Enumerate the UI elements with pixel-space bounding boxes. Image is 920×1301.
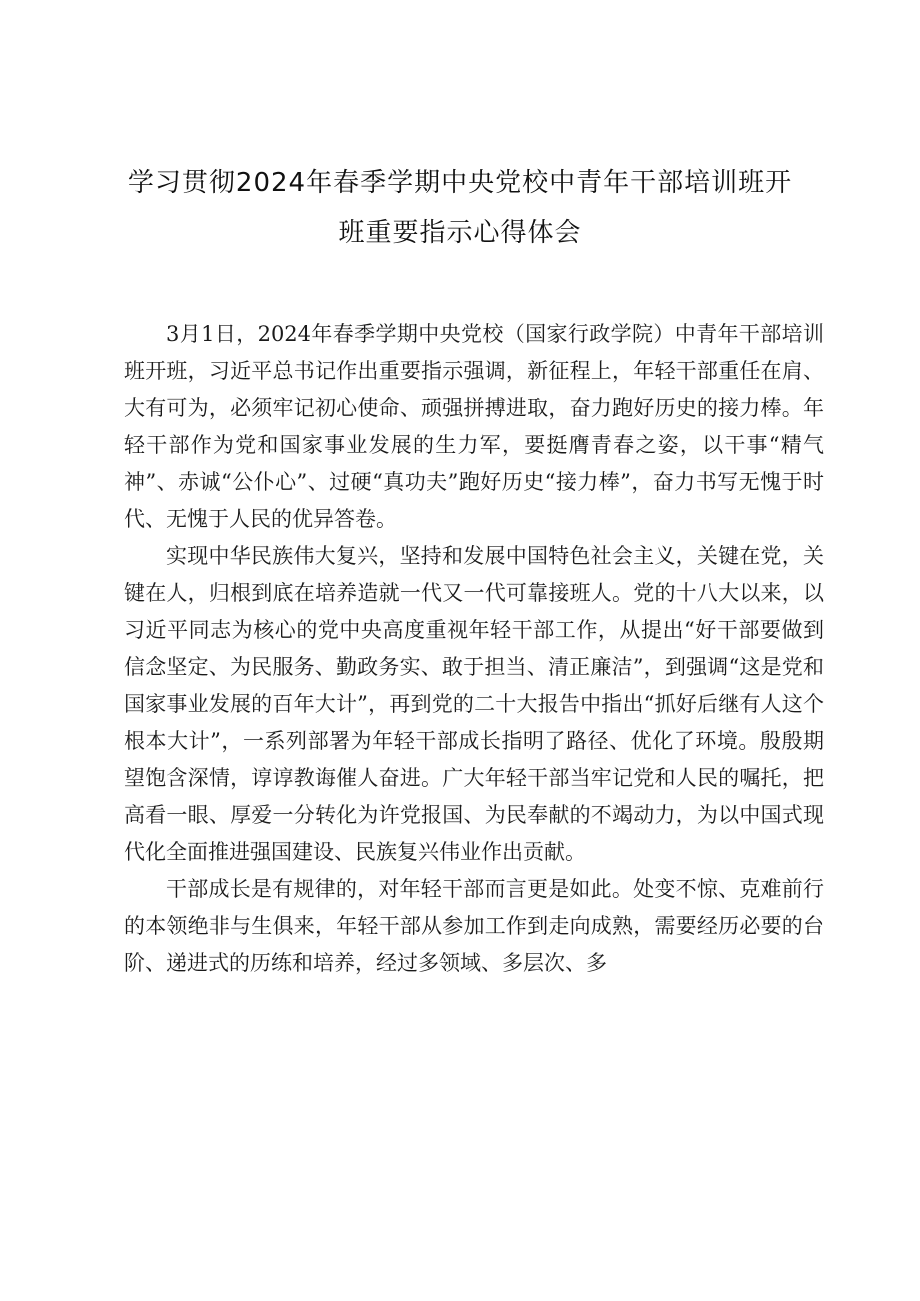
document-title bbox=[110, 158, 810, 258]
title-line-2: 班重要指示心得体会 bbox=[338, 218, 582, 248]
paragraph-1: 3月1日，2024年春季学期中央党校（国家行政学院）中青年干部培训班开班，习近平总书记作出重要指示强调，新征程上，年轻干部重任在肩、大有可为，必须牢记初心使命、顽强拼搏进取，奋力跑好历史的接力棒。年轻干部作为党和国家事业发展的生力军，要挺膺青春之姿，以干事“精气神”、赤诚“公仆心”、过硬“真功夫”跑好历史“接力棒”，奋力书写无愧于时代、无愧于人民的优异答卷。 bbox=[124, 322, 824, 531]
document-body bbox=[124, 316, 824, 982]
title-line-1: 学习贯彻2024年春季学期中央党校中青年干部培训班开 bbox=[127, 168, 793, 198]
paragraph-3: 干部成长是有规律的，对年轻干部而言更是如此。处变不惊、克难前行的本领绝非与生俱来，年轻干部从参加工作到走向成熟，需要经历必要的台阶、递进式的历练和培养，经过多领域、多层次、多 bbox=[124, 877, 824, 975]
paragraph-2: 实现中华民族伟大复兴，坚持和发展中国特色社会主义，关键在党，关键在人，归根到底在培养造就一代又一代可靠接班人。党的十八大以来，以习近平同志为核心的党中央高度重视年轻干部工作，从提出“好干部要做到信念坚定、为民服务、勤政务实、敢于担当、清正廉洁”，到强调“这是党和国家事业发展的百年大计”，再到党的二十大报告中指出“抓好后继有人这个根本大计”，一系列部署为年轻干部成长指明了路径、优化了环境。殷殷期望饱含深情，谆谆教诲催人奋进。广大年轻干部当牢记党和人民的嘱托，把高看一眼、厚爱一分转化为许党报国、为民奉献的不竭动力，为以中国式现代化全面推进强国建设、民族复兴伟业作出贡献。 bbox=[124, 544, 824, 864]
